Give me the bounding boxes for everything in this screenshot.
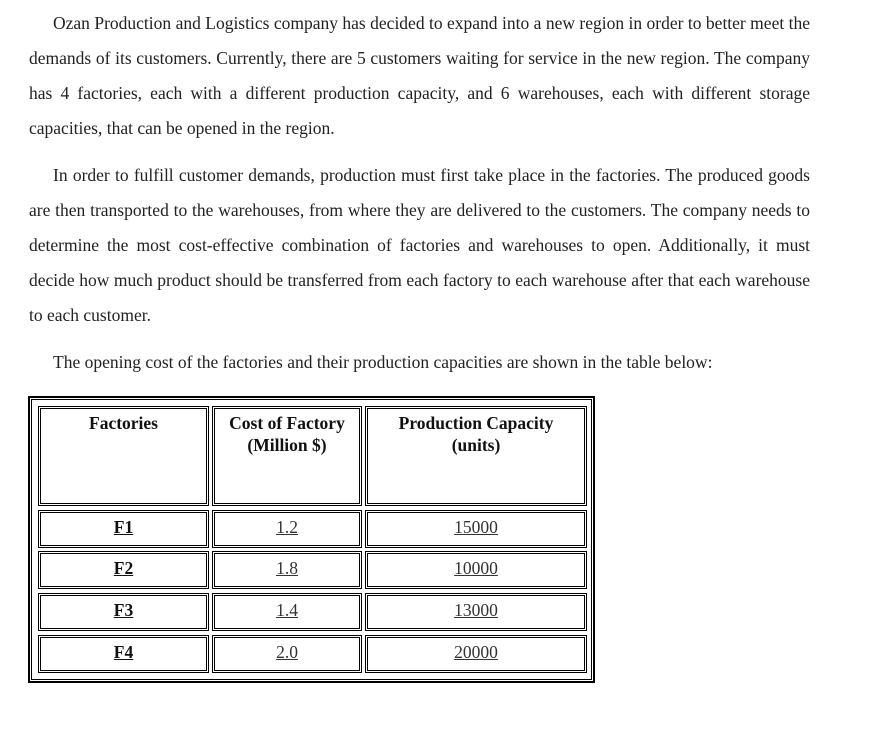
- table-row-f2-factory: [38, 551, 209, 589]
- header-factories: [38, 406, 209, 506]
- table-row-f3-cost: [212, 593, 362, 631]
- table-row-f3-factory: [38, 593, 209, 631]
- table-row-f4-factory: [38, 635, 209, 673]
- header-cost-line2: (Million $): [247, 435, 327, 455]
- paragraph-intro-text: Ozan Production and Logistics company has decided to expand into a new region in order to better meet the demands of its customers. Currently, there are 5 customers waiting for service in the new region. The company has 4 factories, each with a different production capacity, and 6 warehouses, each with different storage capacities, that can be opened in the region.: [29, 13, 810, 138]
- header-capacity-line1: Production Capacity: [398, 413, 554, 433]
- header-cost: [212, 406, 362, 506]
- cell-factory: F2: [113, 558, 134, 578]
- header-capacity: [365, 406, 587, 506]
- paragraph-table-intro: [29, 345, 810, 380]
- table-row-f4-capacity: [365, 635, 587, 673]
- paragraph-intro: [29, 6, 810, 146]
- table-row-f4-cost: [212, 635, 362, 673]
- table-row-f1-capacity: [365, 510, 587, 548]
- cell-factory: F3: [113, 600, 134, 620]
- cell-cost: 1.2: [276, 517, 298, 537]
- table-row-f1-factory: [38, 510, 209, 548]
- table-row-f2-capacity: [365, 551, 587, 589]
- cell-cost: 2.0: [276, 642, 298, 662]
- cell-capacity: 10000: [454, 558, 498, 578]
- cell-cost: 1.8: [276, 558, 298, 578]
- cell-cost: 1.4: [276, 600, 298, 620]
- paragraph-process-text: In order to fulfill customer demands, production must first take place in the factories. The produced goods are then transported to the warehouses, from where they are delivered to the customers. The company needs to determine the most cost-effective combination of factories and warehouses to open. Additionally, it must decide how much product should be transferred from each factory to each warehouse after that each warehouse to each customer.: [29, 165, 810, 325]
- paragraph-table-intro-text: The opening cost of the factories and their production capacities are shown in the table below:: [53, 352, 713, 372]
- header-capacity-line2: (units): [451, 435, 501, 455]
- header-cost-line1: Cost of Factory: [229, 413, 345, 433]
- cell-factory: F1: [113, 517, 134, 537]
- table-row-f2-cost: [212, 551, 362, 589]
- table-row-f3-capacity: [365, 593, 587, 631]
- factory-table: [29, 397, 594, 682]
- paragraph-process: [29, 158, 810, 333]
- cell-capacity: 15000: [454, 517, 498, 537]
- header-factories-label: Factories: [89, 413, 158, 433]
- cell-factory: F4: [113, 642, 134, 662]
- cell-capacity: 13000: [454, 600, 498, 620]
- cell-capacity: 20000: [454, 642, 498, 662]
- table-row-f1-cost: [212, 510, 362, 548]
